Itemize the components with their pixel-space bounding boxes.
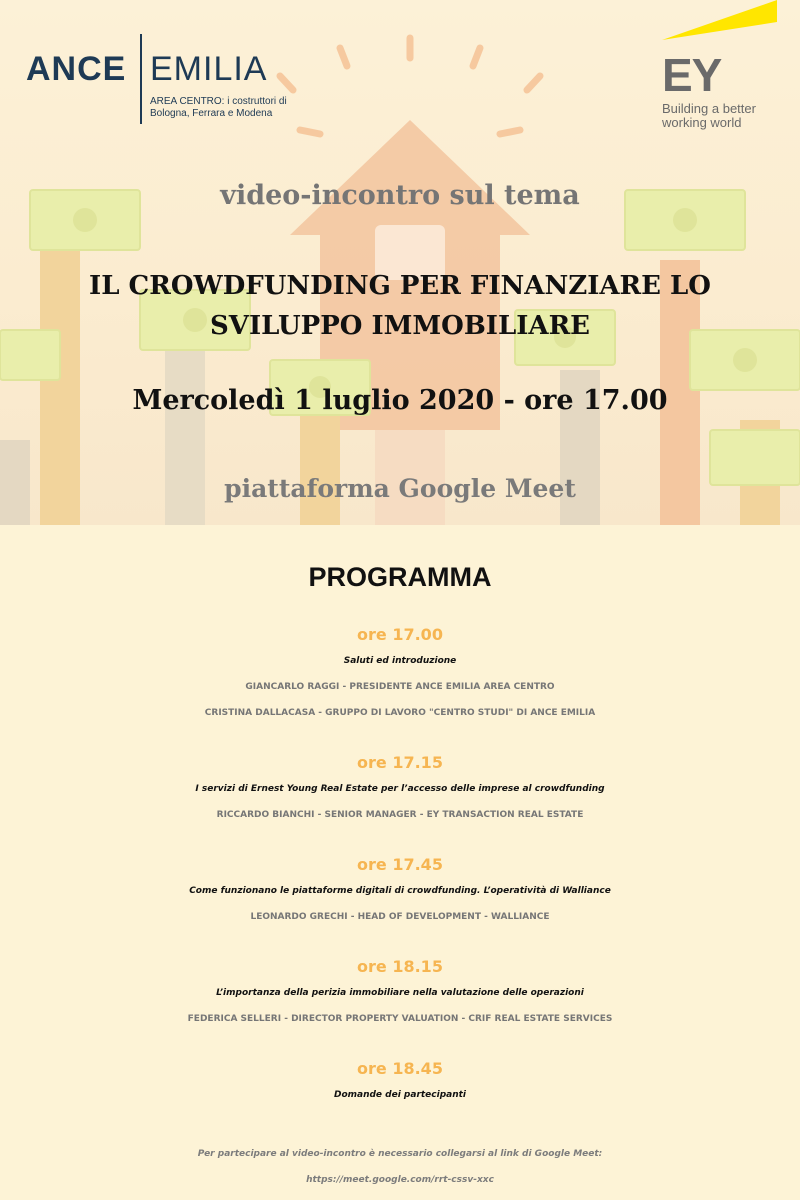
program-item [0,622,800,726]
ance-logo-subtitle: AREA CENTRO: i costruttori di Bologna, Ferrara e Modena [150,96,287,119]
program-time: ore 17.45 [357,855,443,874]
program-speaker: FEDERICA SELLERI - DIRECTOR PROPERTY VALUATION - CRIF REAL ESTATE SERVICES [187,1014,613,1024]
program-time: ore 18.45 [357,1059,443,1078]
program-topic: Domande dei partecipanti [333,1090,467,1100]
ey-logo-tagline: Building a better working world [662,101,756,130]
program-item [0,750,800,828]
program-time: ore 17.15 [357,753,443,772]
program-item [0,852,800,930]
program-speaker: GIANCARLO RAGGI - PRESIDENTE ANCE EMILIA AREA CENTRO [245,682,555,692]
program-topic: Come funzionano le piattaforme digitali di crowdfunding. L’operatività di Walliance [189,886,611,896]
ey-beam-icon [662,0,782,45]
program-speaker: LEONARDO GRECHI - HEAD OF DEVELOPMENT - WALLIANCE [250,912,550,922]
ey-logo-word: EY [662,49,722,101]
program-time: ore 18.15 [357,957,443,976]
event-date: Mercoledì 1 luglio 2020 - ore 17.00 [132,385,668,416]
meet-link[interactable]: https://meet.google.com/rrt-cssv-xxc [306,1175,494,1185]
footer-instruction: Per partecipare al video-incontro è necessario collegarsi al link di Google Meet: [197,1149,603,1159]
ance-logo-divider [140,34,142,124]
event-subtitle: video-incontro sul tema [220,180,580,211]
ance-logo-word: ANCE [26,50,127,88]
event-title: IL CROWDFUNDING PER FINANZIARE LO SVILUPPO IMMOBILIARE [89,271,711,341]
footer-note [0,1141,800,1193]
program-list [0,622,800,1132]
program-topic: I servizi di Ernest Young Real Estate per l’accesso delle imprese al crowdfunding [195,784,605,794]
program-topic: L’importanza della perizia immobiliare nella valutazione delle operazioni [216,988,584,998]
program-item [0,954,800,1032]
program-time: ore 17.00 [357,625,443,644]
ey-logo [662,0,782,135]
ance-logo-emilia: EMILIA [150,50,268,88]
program-speaker: RICCARDO BIANCHI - SENIOR MANAGER - EY TRANSACTION REAL ESTATE [216,810,584,820]
program-speaker: CRISTINA DALLACASA - GRUPPO DI LAVORO "CENTRO STUDI" DI ANCE EMILIA [204,708,596,718]
program-topic: Saluti ed introduzione [343,656,457,666]
program-item [0,1056,800,1108]
event-platform: piattaforma Google Meet [224,474,576,503]
program-heading: PROGRAMMA [308,562,492,592]
hero-banner [0,0,800,525]
